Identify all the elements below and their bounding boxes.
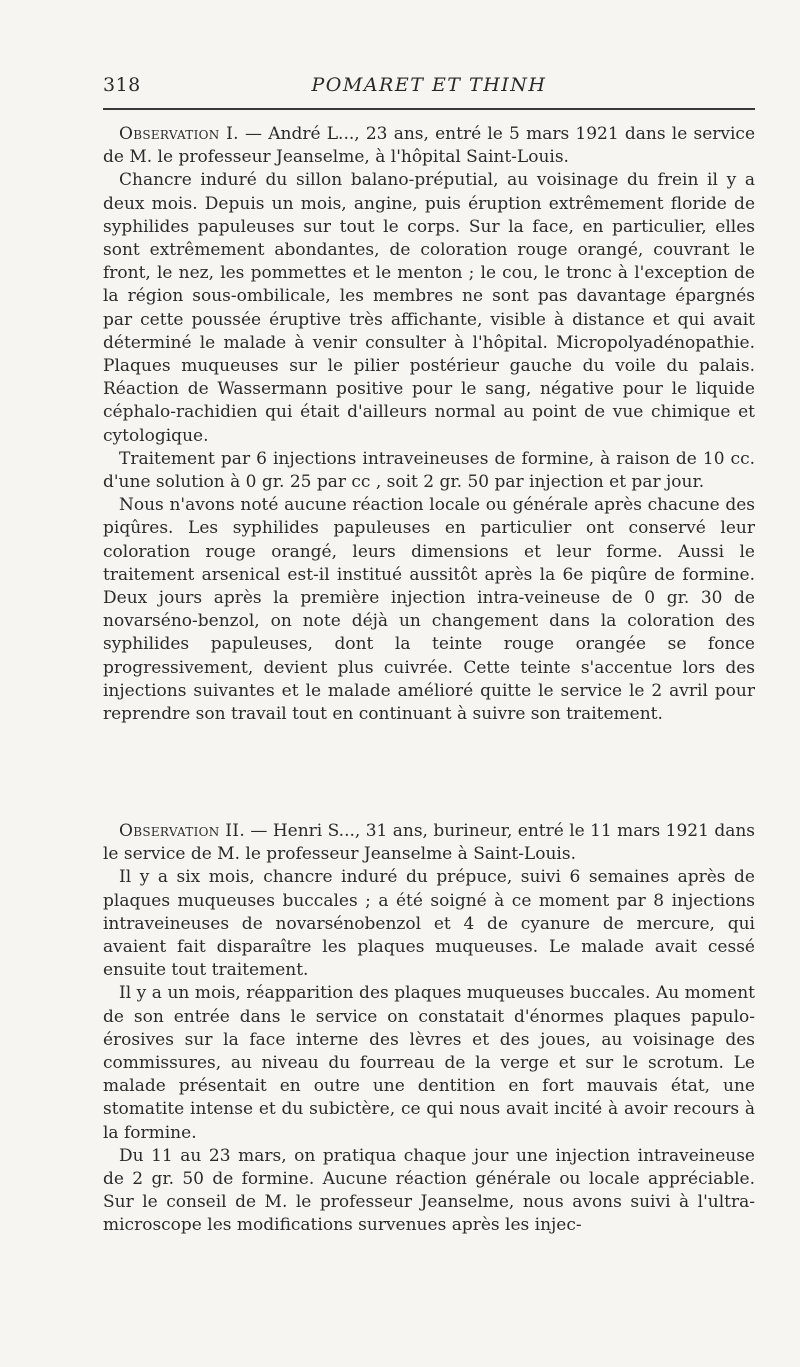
observation-2-paragraph: Du 11 au 23 mars, on pratiqua chaque jour une injection intraveineuse de 2 gr. 50 de formine. Aucune réaction générale ou locale appréciable. Sur le conseil de M. le professeur Jeanselme, nous avons suivi à l'ultra-microscope les modifications survenues après les injec- [103,1145,755,1236]
observation-1-label: Observation I. [119,124,239,144]
observation-2-intro [103,820,755,866]
page-number: 318 [103,74,141,96]
observation-1-intro [103,123,755,169]
observation-1 [103,123,755,726]
observation-1-paragraph: Traitement par 6 injections intraveineuses de formine, à raison de 10 cc. d'une solution à 0 gr. 25 par cc , soit 2 gr. 50 par injection et par jour. [103,448,755,493]
observation-2-paragraph: Il y a six mois, chancre induré du prépuce, suivi 6 semaines après de plaques muqueuses buccales ; a été soigné à ce moment par 8 injections intraveineuses de novarsénobenzol et 4 de cyanure de mercure, qui avaient fait disparaître les plaques muqueuses. Le malade avait cessé ensuite tout traitement. [103,867,755,981]
observation-2-label: Observation II. [119,821,246,841]
observation-2-intro-text: — Henri S..., 31 ans, burineur, entré le 11 mars 1921 dans le service de M. le professeur Jeanselme à Saint-Louis. [103,821,756,865]
header-rule [103,108,755,110]
running-head: POMARET ET THINH [311,74,547,96]
observation-2-paragraph: Il y a un mois, réapparition des plaques muqueuses buccales. Au moment de son entrée dans le service on constatait d'énormes plaques papulo-érosives sur la face interne des lèvres et des joues, au voisinage des commissures, au niveau du fourreau de la verge et sur le scrotum. Le malade présentait en outre une dentition en fort mauvais état, une stomatite intense et du subictère, ce qui nous avait incité à avoir recours à la formine. [103,983,755,1143]
page-header [103,74,755,102]
observation-1-paragraph: Nous n'avons noté aucune réaction locale ou générale après chacune des piqûres. Les syphilides papuleuses en particulier ont conservé leur coloration rouge orangé, leurs dimensions et leur forme. Aussi le traitement arsenical est-il institué aussitôt après la 6e piqûre de formine. Deux jours après la première injection intra-veineuse de 0 gr. 30 de novarséno-benzol, on note déjà un changement dans la coloration des syphilides papuleuses, dont la teinte rouge orangée se fonce progressivement, devient plus cuivrée. Cette teinte s'accentue lors des injections suivantes et le malade amélioré quitte le service le 2 avril pour reprendre son travail tout en continuant à suivre son traitement. [103,495,755,725]
observation-1-paragraph: Chancre induré du sillon balano-préputial, au voisinage du frein il y a deux mois. Depuis un mois, angine, puis éruption extrêmement floride de syphilides papuleuses sur tout le corps. Sur la face, en particulier, elles sont extrêmement abondantes, de coloration rouge orangé, couvrant le front, le nez, les pommettes et le menton ; le cou, le tronc à l'exception de la région sous-ombilicale, les membres ne sont pas davantage épargnés par cette poussée éruptive très affichante, visible à distance et qui avait déterminé le malade à venir consulter à l'hôpital. Micropolyadénopathie. Plaques muqueuses sur le pilier postérieur gauche du voile du palais. Réaction de Wassermann positive pour le sang, négative pour le liquide céphalo-rachidien qui était d'ailleurs normal au point de vue chimique et cytologique. [103,170,755,446]
observation-2 [103,820,755,1238]
observation-1-intro-text: — André L..., 23 ans, entré le 5 mars 1921 dans le service de M. le professeur Jeanselme, à l'hôpital Saint-Louis. [103,124,755,168]
